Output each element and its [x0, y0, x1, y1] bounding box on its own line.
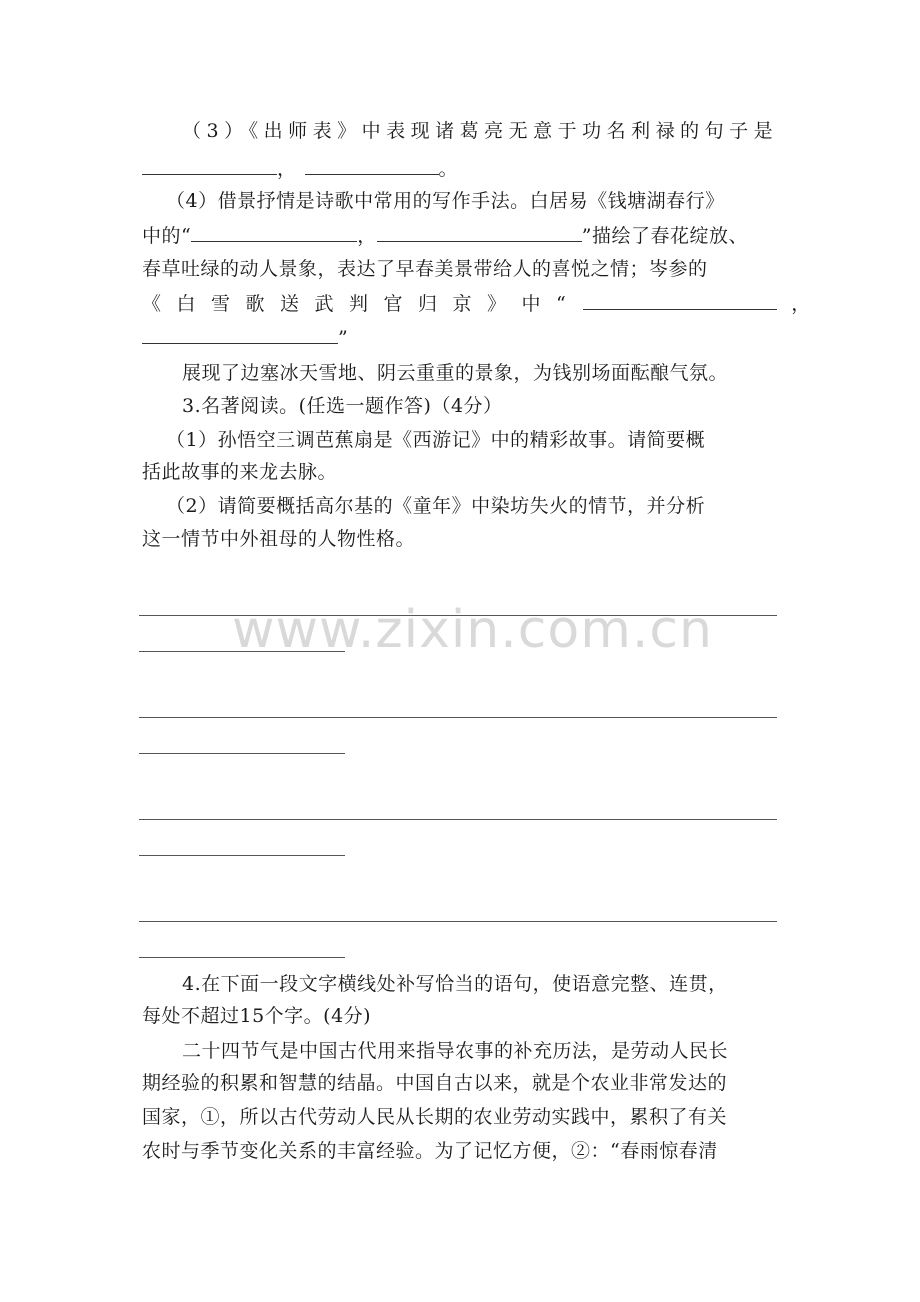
q2-4-line1: （4）借景抒情是诗歌中常用的写作手法。白居易《钱塘湖春行》 [166, 190, 725, 212]
answer-blank[interactable] [142, 156, 277, 175]
text: ” [338, 327, 349, 349]
q4-paragraph-line4: 农时与季节变化关系的丰富经验。为了记忆方便，②：“春雨惊春清 [142, 1140, 718, 1162]
comma: ， [357, 225, 377, 247]
text: 中的“ [142, 225, 192, 247]
q2-4-line4 [142, 291, 811, 316]
answer-blank[interactable] [142, 325, 338, 344]
q4-line1: 4.在下面一段文字横线处补写恰当的语句，使语意完整、连贯， [182, 973, 728, 995]
answer-rule[interactable] [139, 855, 345, 856]
q3-heading: 3.名著阅读。(任选一题作答)（4分） [182, 395, 503, 417]
text: 《白雪歌送武判官归京》中“ [142, 293, 582, 315]
q2-3-text: （3）《出师表》中表现诸葛亮无意于功名利禄的句子是 [182, 120, 779, 142]
answer-rule[interactable] [139, 957, 345, 958]
q2-4-line3: 春草吐绿的动人景象，表达了早春美景带给人的喜悦之情；岑参的 [142, 258, 708, 280]
q4-line2: 每处不超过15个字。(4分) [142, 1005, 372, 1027]
answer-rule[interactable] [139, 921, 777, 922]
q4-paragraph-line1: 二十四节气是中国古代用来指导农事的补充历法，是劳动人民长 [182, 1040, 729, 1062]
answer-blank[interactable] [377, 223, 582, 242]
q3-opt2-line2: 这一情节中外祖母的人物性格。 [142, 528, 416, 550]
q2-3-answer-line [142, 156, 782, 181]
answer-rule[interactable] [139, 717, 777, 718]
q3-opt1-line2: 括此故事的来龙去脉。 [142, 461, 338, 483]
q2-4-line5 [142, 325, 782, 350]
q2-3-prompt [182, 119, 782, 143]
answer-blank[interactable] [583, 291, 777, 310]
q4-paragraph-line3: 国家，①，所以古代劳动人民从长期的农业劳动实践中，累积了有关 [142, 1106, 728, 1128]
q3-opt2-line1: （2）请简要概括高尔基的《童年》中染坊失火的情节，并分析 [166, 495, 706, 517]
q4-paragraph-line2: 期经验的积累和智慧的结晶。中国自古以来，就是个农业非常发达的 [142, 1072, 728, 1094]
period: 。 [438, 158, 459, 180]
answer-rule[interactable] [139, 753, 345, 754]
answer-blank[interactable] [191, 223, 357, 242]
comma: ， [791, 293, 811, 315]
answer-rule[interactable] [139, 819, 777, 820]
comma: ， [277, 158, 297, 180]
text: ”描绘了春花绽放、 [581, 225, 748, 247]
q2-4-line6: 展现了边塞冰天雪地、阴云重重的景象，为钱别场面酝酿气氛。 [182, 362, 729, 384]
q3-opt1-line1: （1）孙悟空三调芭蕉扇是《西游记》中的精彩故事。请简要概 [166, 429, 706, 451]
answer-blank[interactable] [305, 156, 439, 175]
q2-4-line2 [142, 223, 782, 248]
watermark: www.zixin.com.cn [232, 600, 713, 660]
